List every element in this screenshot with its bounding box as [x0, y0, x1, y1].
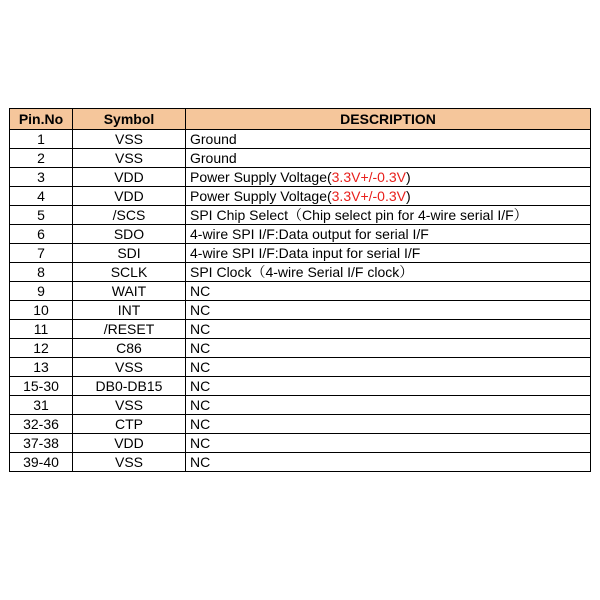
table-row: [10, 225, 591, 244]
symbol-cell: INT: [73, 301, 186, 320]
table-row: [10, 187, 591, 206]
symbol-cell: VSS: [73, 453, 186, 472]
symbol-cell: VDD: [73, 168, 186, 187]
description-cell: [186, 187, 591, 206]
symbol-cell: SCLK: [73, 263, 186, 282]
symbol-cell: VDD: [73, 187, 186, 206]
description-cell: NC: [186, 415, 591, 434]
pin-number-cell: 12: [10, 339, 73, 358]
header-description: DESCRIPTION: [186, 109, 591, 130]
description-cell: [186, 168, 591, 187]
symbol-cell: /SCS: [73, 206, 186, 225]
description-text: Power Supply Voltage(: [190, 169, 332, 185]
pin-number-cell: 15-30: [10, 377, 73, 396]
table-row: [10, 358, 591, 377]
pin-number-cell: 6: [10, 225, 73, 244]
voltage-value: 3.3V+/-0.3V: [331, 188, 406, 204]
table-row: [10, 377, 591, 396]
pin-number-cell: 4: [10, 187, 73, 206]
pin-number-cell: 37-38: [10, 434, 73, 453]
description-text: Power Supply Voltage(: [190, 188, 332, 204]
table-header: [10, 109, 591, 130]
description-cell: NC: [186, 434, 591, 453]
symbol-cell: SDI: [73, 244, 186, 263]
table-row: [10, 282, 591, 301]
symbol-cell: VSS: [73, 396, 186, 415]
symbol-cell: CTP: [73, 415, 186, 434]
symbol-cell: DB0-DB15: [73, 377, 186, 396]
pin-number-cell: 32-36: [10, 415, 73, 434]
symbol-cell: /RESET: [73, 320, 186, 339]
table-row: [10, 168, 591, 187]
description-cell: NC: [186, 282, 591, 301]
table-row: [10, 244, 591, 263]
symbol-cell: SDO: [73, 225, 186, 244]
description-suffix: ): [405, 169, 411, 185]
description-cell: NC: [186, 320, 591, 339]
description-cell: NC: [186, 396, 591, 415]
pin-number-cell: 9: [10, 282, 73, 301]
header-symbol: Symbol: [73, 109, 186, 130]
header-pin-no: Pin.No: [10, 109, 73, 130]
pin-number-cell: 5: [10, 206, 73, 225]
description-cell: 4-wire SPI I/F:Data output for serial I/F: [186, 225, 591, 244]
symbol-cell: VSS: [73, 130, 186, 149]
symbol-cell: VDD: [73, 434, 186, 453]
pin-number-cell: 10: [10, 301, 73, 320]
table-body: [10, 130, 591, 472]
description-cell: 4-wire SPI I/F:Data input for serial I/F: [186, 244, 591, 263]
pin-number-cell: 31: [10, 396, 73, 415]
description-cell: Ground: [186, 149, 591, 168]
pin-number-cell: 1: [10, 130, 73, 149]
description-cell: Ground: [186, 130, 591, 149]
table-row: [10, 415, 591, 434]
table-row: [10, 453, 591, 472]
description-cell: NC: [186, 339, 591, 358]
table-row: [10, 206, 591, 225]
pin-number-cell: 13: [10, 358, 73, 377]
table-row: [10, 130, 591, 149]
header-row: [10, 109, 591, 130]
pin-number-cell: 8: [10, 263, 73, 282]
pin-definition-table: [9, 108, 591, 472]
table-row: [10, 434, 591, 453]
description-cell: SPI Chip Select（Chip select pin for 4-wire serial I/F）: [186, 206, 591, 225]
symbol-cell: C86: [73, 339, 186, 358]
description-cell: SPI Clock（4-wire Serial I/F clock）: [186, 263, 591, 282]
table-row: [10, 149, 591, 168]
symbol-cell: VSS: [73, 149, 186, 168]
voltage-value: 3.3V+/-0.3V: [331, 169, 406, 185]
table-row: [10, 320, 591, 339]
pin-number-cell: 11: [10, 320, 73, 339]
table-row: [10, 339, 591, 358]
table-row: [10, 263, 591, 282]
symbol-cell: VSS: [73, 358, 186, 377]
pin-number-cell: 7: [10, 244, 73, 263]
description-cell: NC: [186, 358, 591, 377]
symbol-cell: WAIT: [73, 282, 186, 301]
description-cell: NC: [186, 377, 591, 396]
pin-number-cell: 39-40: [10, 453, 73, 472]
table-row: [10, 301, 591, 320]
pin-number-cell: 2: [10, 149, 73, 168]
description-cell: NC: [186, 301, 591, 320]
pin-number-cell: 3: [10, 168, 73, 187]
description-cell: NC: [186, 453, 591, 472]
description-suffix: ): [405, 188, 411, 204]
table-row: [10, 396, 591, 415]
